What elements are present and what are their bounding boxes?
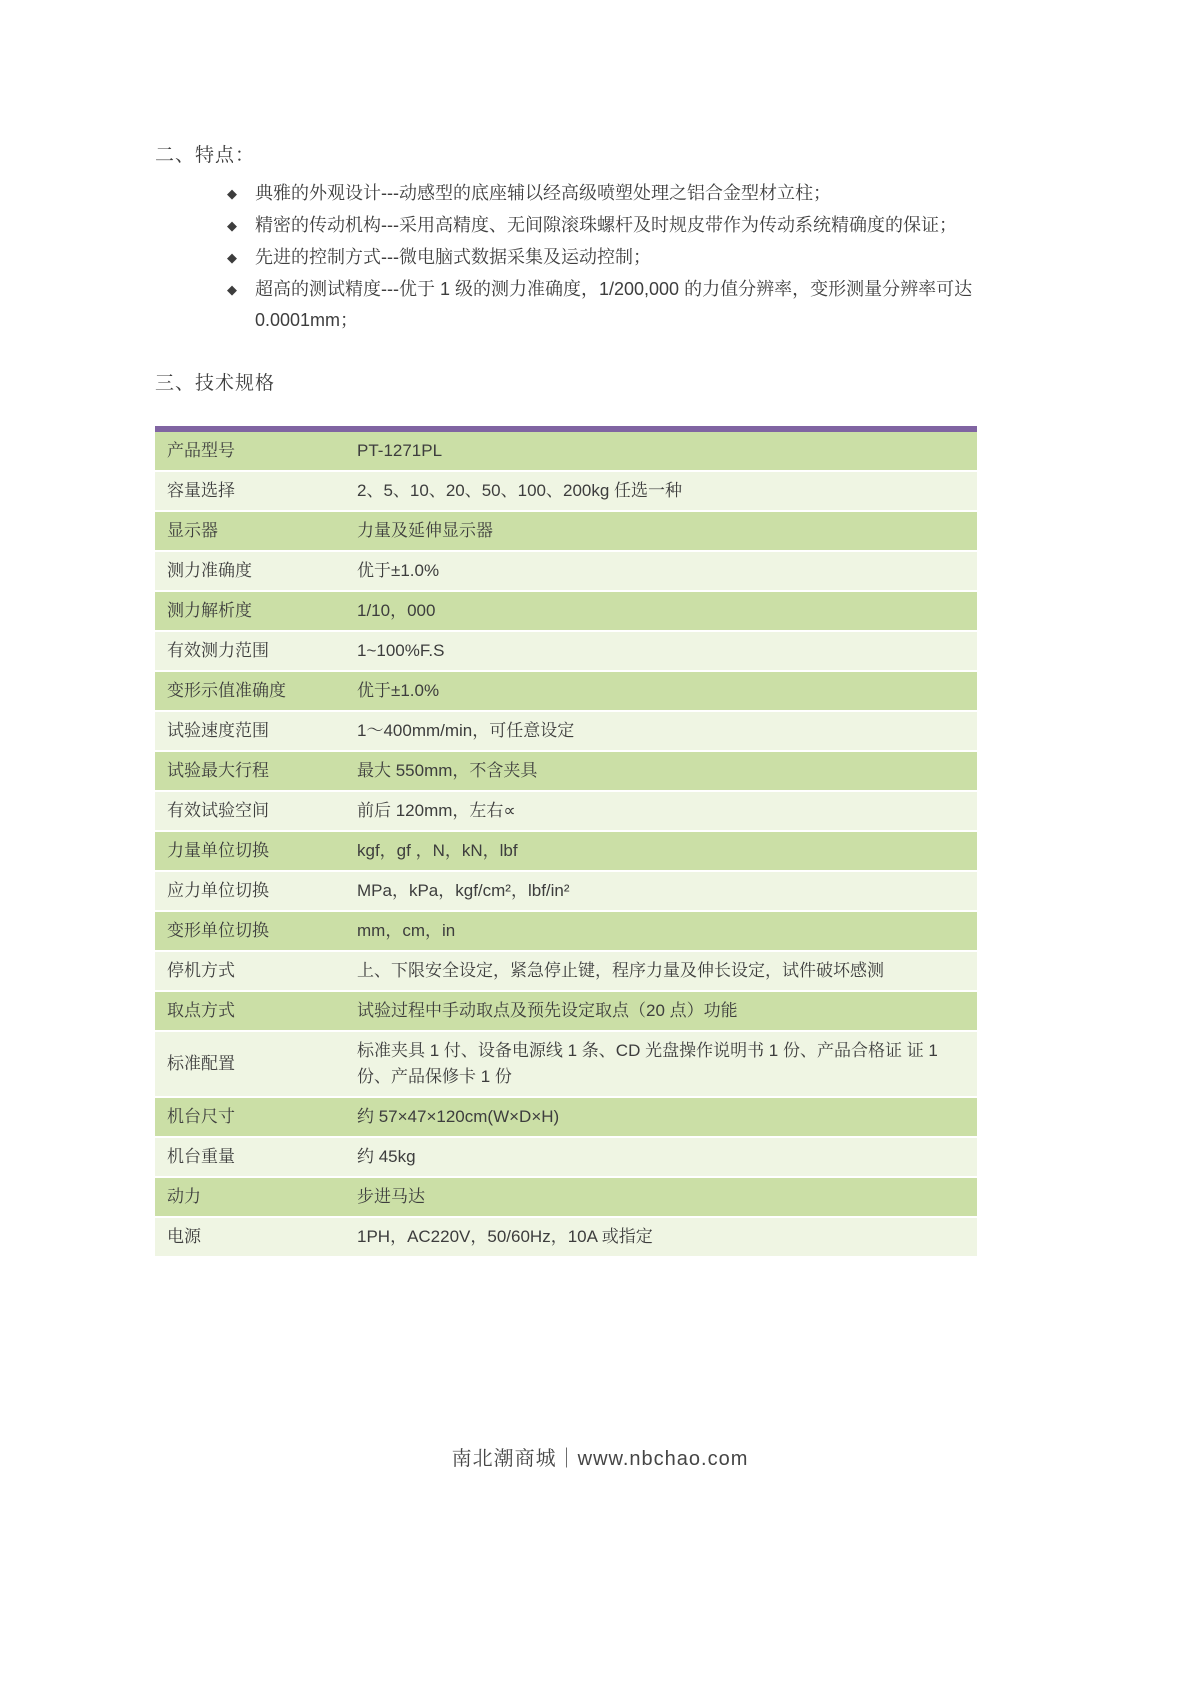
spec-value: 1~100%F.S [345, 631, 977, 671]
page-footer: 南北潮商城｜www.nbchao.com [451, 1448, 749, 1470]
feature-item [155, 210, 977, 241]
spec-label: 试验速度范围 [155, 711, 345, 751]
spec-label: 电源 [155, 1217, 345, 1257]
spec-label: 标准配置 [155, 1031, 345, 1097]
spec-label: 容量选择 [155, 471, 345, 511]
spec-label: 变形单位切换 [155, 911, 345, 951]
spec-value: 步进马达 [345, 1177, 977, 1217]
diamond-bullet-icon: ◆ [227, 282, 237, 297]
spec-label: 有效测力范围 [155, 631, 345, 671]
section-features-title: 二、特点： [155, 145, 256, 166]
spec-value: 优于±1.0% [345, 671, 977, 711]
table-row [155, 871, 977, 911]
table-row [155, 631, 977, 671]
spec-value: 优于±1.0% [345, 551, 977, 591]
table-row [155, 991, 977, 1031]
feature-text: 超高的测试精度---优于 1 级的测力准确度，1/200,000 的力值分辨率，变形测量分辨率可达 0.0001mm； [255, 279, 973, 330]
table-row [155, 1177, 977, 1217]
spec-value: 试验过程中手动取点及预先设定取点（20 点）功能 [345, 991, 977, 1031]
spec-label: 动力 [155, 1177, 345, 1217]
section-specs-title: 三、技术规格 [155, 373, 276, 394]
spec-label: 测力解析度 [155, 591, 345, 631]
spec-label: 停机方式 [155, 951, 345, 991]
table-row [155, 831, 977, 871]
table-row [155, 951, 977, 991]
spec-value: 前后 120mm，左右∝ [345, 791, 977, 831]
spec-value: 上、下限安全设定，紧急停止键，程序力量及伸长设定，试件破坏感测 [345, 951, 977, 991]
spec-value: 2、5、10、20、50、100、200kg 任选一种 [345, 471, 977, 511]
table-row [155, 1217, 977, 1257]
feature-item [155, 178, 977, 209]
spec-label: 变形示值准确度 [155, 671, 345, 711]
spec-table-body [155, 429, 977, 1257]
table-row [155, 1031, 977, 1097]
spec-label: 应力单位切换 [155, 871, 345, 911]
table-row [155, 751, 977, 791]
feature-text: 精密的传动机构---采用高精度、无间隙滚珠螺杆及时规皮带作为传动系统精确度的保证； [255, 215, 957, 235]
table-row [155, 591, 977, 631]
spec-value: MPa，kPa，kgf/cm²，lbf/in² [345, 871, 977, 911]
spec-value: 约 57×47×120cm(W×D×H) [345, 1097, 977, 1137]
spec-label: 有效试验空间 [155, 791, 345, 831]
table-row [155, 671, 977, 711]
spec-value: 约 45kg [345, 1137, 977, 1177]
diamond-bullet-icon: ◆ [227, 186, 237, 201]
spec-value: 标准夹具 1 付、设备电源线 1 条、CD 光盘操作说明书 1 份、产品合格证 证 1 份、产品保修卡 1 份 [345, 1031, 977, 1097]
spec-label: 取点方式 [155, 991, 345, 1031]
feature-text: 先进的控制方式---微电脑式数据采集及运动控制； [255, 247, 651, 267]
table-row [155, 429, 977, 471]
spec-label: 产品型号 [155, 429, 345, 471]
spec-label: 显示器 [155, 511, 345, 551]
feature-text: 典雅的外观设计---动感型的底座辅以经高级喷塑处理之铝合金型材立柱； [255, 183, 831, 203]
spec-value: PT-1271PL [345, 429, 977, 471]
spec-table [155, 426, 977, 1258]
table-row [155, 711, 977, 751]
spec-value: kgf，gf ，N，kN，lbf [345, 831, 977, 871]
document-content [155, 142, 977, 1258]
table-row [155, 791, 977, 831]
feature-item [155, 274, 977, 336]
spec-value: 1/10，000 [345, 591, 977, 631]
spec-value: 最大 550mm，不含夹具 [345, 751, 977, 791]
table-row [155, 911, 977, 951]
spec-label: 力量单位切换 [155, 831, 345, 871]
spec-value: mm，cm，in [345, 911, 977, 951]
spec-label: 机台重量 [155, 1137, 345, 1177]
spec-value: 1～400mm/min，可任意设定 [345, 711, 977, 751]
diamond-bullet-icon: ◆ [227, 218, 237, 233]
spec-label: 测力准确度 [155, 551, 345, 591]
table-row [155, 511, 977, 551]
table-row [155, 471, 977, 511]
feature-item [155, 242, 977, 273]
table-row [155, 551, 977, 591]
spec-label: 试验最大行程 [155, 751, 345, 791]
table-row [155, 1097, 977, 1137]
diamond-bullet-icon: ◆ [227, 250, 237, 265]
table-row [155, 1137, 977, 1177]
spec-label: 机台尺寸 [155, 1097, 345, 1137]
spec-value: 力量及延伸显示器 [345, 511, 977, 551]
features-list [155, 178, 977, 336]
spec-value: 1PH，AC220V，50/60Hz，10A 或指定 [345, 1217, 977, 1257]
